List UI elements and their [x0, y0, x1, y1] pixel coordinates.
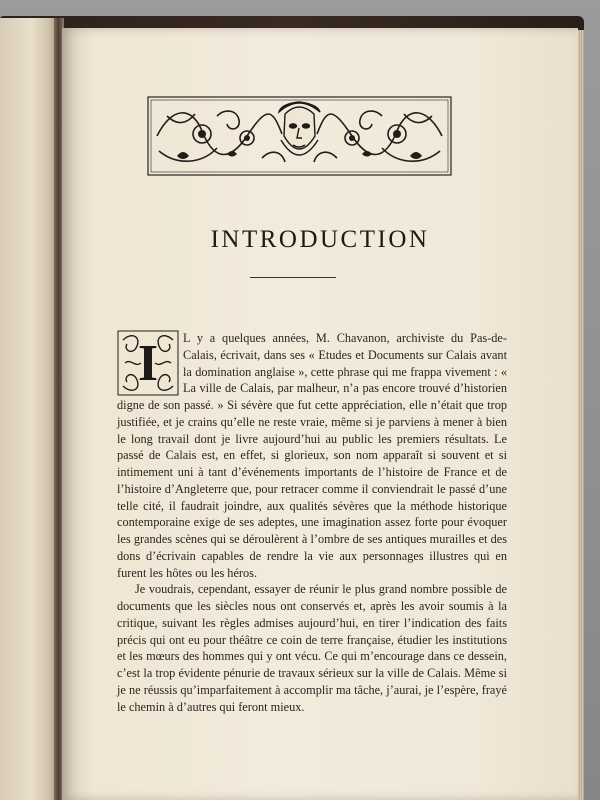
- ornamental-headpiece: [147, 96, 452, 176]
- dropcap-ornament: [117, 330, 179, 396]
- paragraph-2: Je voudrais, cependant, essayer de réunir le plus grand nombre possible de documents que les siècles nous ont conservés et, après les avoir soumis à la critique, suivant les règles admises aujourd’hui, en tirer l’indication des faits précis qui ont eu pour théâtre ce coin de terre française, étudier les institutions et les mœurs des hommes qui y ont vécu. Ce qui m’encourage dans ce dessein, c’est la trop évidente pénurie de travaux sérieux sur la ville de Calais. Même si je ne réussis qu’imparfaitement à accomplir ma tâche, j’aurai, je l’espère, frayé le chemin à d’autres qui feront mieux.: [117, 582, 507, 714]
- dropcap-letter: I: [137, 335, 159, 392]
- title-rule: [250, 277, 336, 278]
- page-edge: [578, 30, 584, 800]
- paragraph-1: L y a quelques années, M. Chavanon, archiviste du Pas-de-Calais, écrivait, dans ses « Etudes et Documents sur Calais avant la domination anglaise », cette phrase qui me frappa vivement : « La ville de Calais, par malheur, n’a pas encore trouvé d’historien digne de son passé. » Si sévère que fut cette appréciation, elle n’était que trop justifiée, et je crains qu’elle ne reste vraie, même si je parviens à mener à bien le long travail dont je livre aujourd’hui au public les premiers résultats. Le passé de Calais est, en effet, si glorieux, son nom apparaît si souvent et si intimement uni à tant d’événements importants de l’histoire de France et de l’histoire d’Angleterre que, pour retracer comme il conviendrait le passé d’une telle cité, il faudrait joindre, aux qualités sévères que la méthode historique contemporaine exige de ses adeptes, une imagination assez forte pour évoquer les grandes scènes qui se déroulèrent à l’ombre de ses antiques murailles et des dons d’écrivain capables de rendre la vie aux personnages illustres qui en furent les hôtes ou les héros.: [117, 331, 507, 580]
- mask-face: [279, 102, 320, 155]
- body-text: [117, 330, 507, 715]
- left-page: [0, 18, 58, 800]
- page-title: INTRODUCTION: [210, 226, 430, 253]
